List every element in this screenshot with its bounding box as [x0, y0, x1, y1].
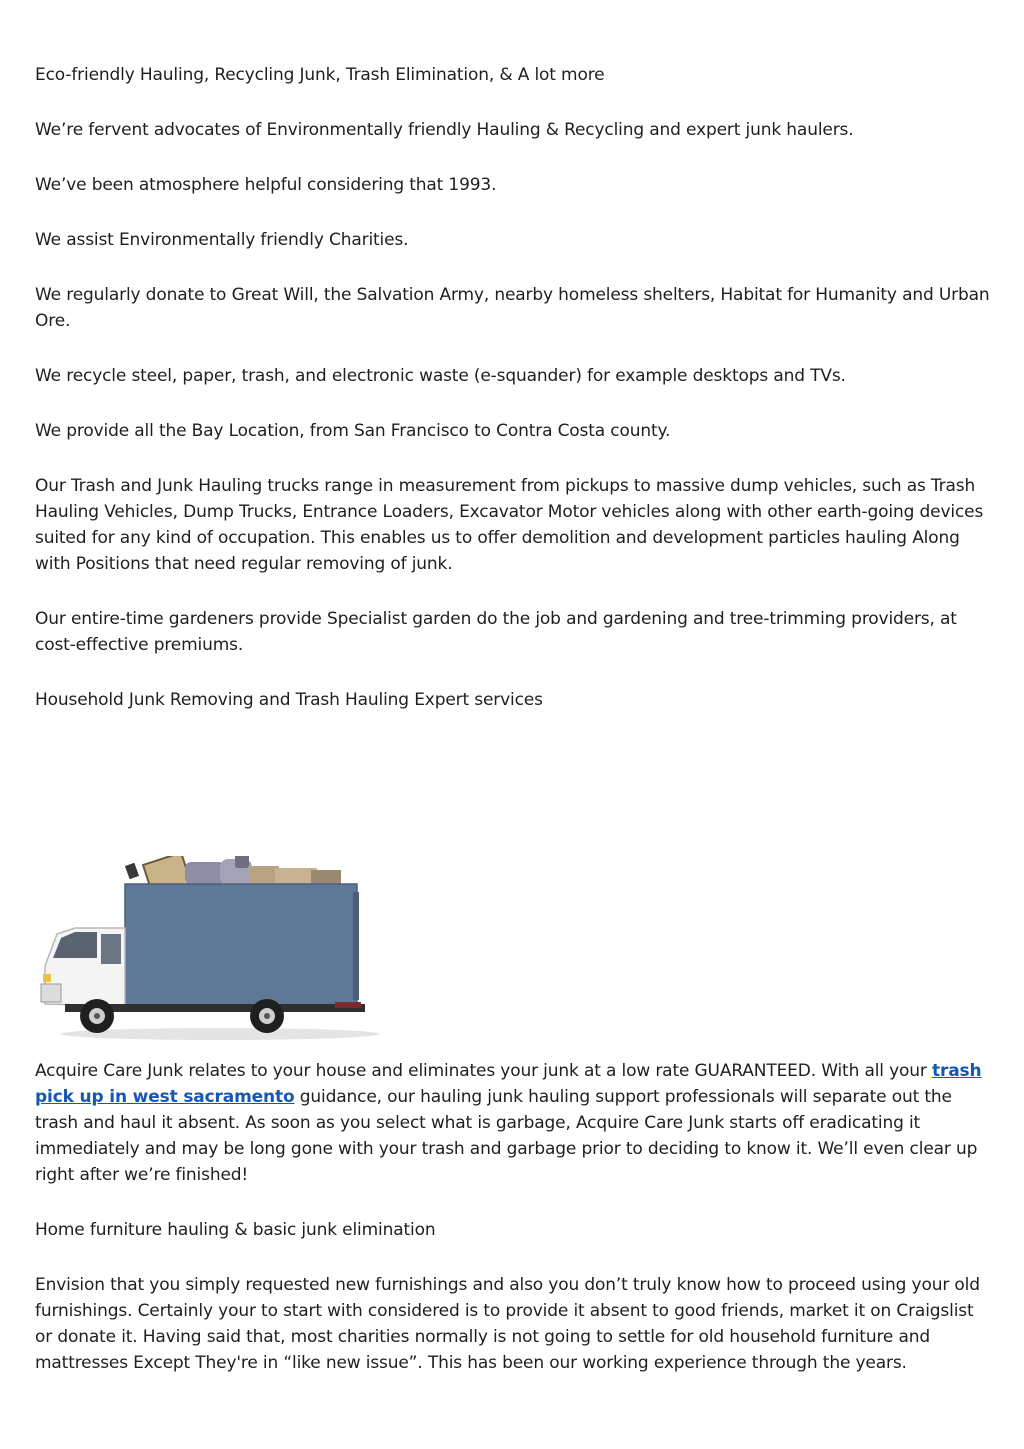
paragraph-since-1993: We’ve been atmosphere helpful considering that 1993.: [35, 175, 497, 195]
care-text-before: Acquire Care Junk relates to your house and eliminates your junk at a low rate GUARANTEED. With all your: [35, 1061, 932, 1081]
cargo-box: [125, 884, 357, 1006]
paragraph-acquire-care: [35, 1058, 995, 1188]
document-body: [35, 62, 995, 1405]
care-text-after: guidance, our hauling junk hauling support professionals will separate out the trash and haul it absent. As soon as you select what is garbage, Acquire Care Junk starts off eradicating it immediately and may be long gone with your trash and garbage prior to deciding to know it. We’ll even clear up right after we’re finished!: [35, 1087, 978, 1185]
front-wheel: [80, 999, 114, 1033]
paragraph-donations: We regularly donate to Great Will, the Salvation Army, nearby homeless shelters, Habitat for Humanity and Urban Ore.: [35, 285, 990, 331]
intro-heading: Eco-friendly Hauling, Recycling Junk, Trash Elimination, & A lot more: [35, 65, 605, 85]
paragraph-recycling: We recycle steel, paper, trash, and electronic waste (e-squander) for example desktops and TVs.: [35, 366, 846, 386]
paragraph-service-area: We provide all the Bay Location, from San Francisco to Contra Costa county.: [35, 421, 671, 441]
truck-image: [35, 738, 995, 1038]
rear-wheel: [250, 999, 284, 1033]
trash-pickup-link[interactable]: trash pick up in west sacramento: [35, 1061, 982, 1107]
junk-truck-illustration: [35, 856, 380, 1046]
paragraph-advocates: We’re fervent advocates of Environmentally friendly Hauling & Recycling and expert junk haulers.: [35, 120, 854, 140]
paragraph-furniture: Envision that you simply requested new furnishings and also you don’t truly know how to proceed using your old furnishings. Certainly your to start with considered is to provide it absent to good friends, market it on Craigslist or donate it. Having said that, most charities normally is not going to settle for old household furniture and mattresses Except They're in “like new issue”. This has been our working experience through the years.: [35, 1275, 980, 1373]
section-heading-furniture: Home furniture hauling & basic junk elimination: [35, 1220, 436, 1240]
paragraph-trucks: Our Trash and Junk Hauling trucks range in measurement from pickups to massive dump vehicles, such as Trash Hauling Vehicles, Dump Trucks, Entrance Loaders, Excavator Motor vehicles along with other earth-going devices suited for any kind of occupation. This enables us to offer demolition and development particles hauling Along with Positions that need regular removing of junk.: [35, 476, 984, 574]
paragraph-charities: We assist Environmentally friendly Charities.: [35, 230, 409, 250]
paragraph-gardeners: Our entire-time gardeners provide Specialist garden do the job and gardening and tree-trimming providers, at cost-effective premiums.: [35, 609, 957, 655]
section-heading-household: Household Junk Removing and Trash Hauling Expert services: [35, 690, 543, 710]
truck-cab: [41, 928, 125, 1006]
